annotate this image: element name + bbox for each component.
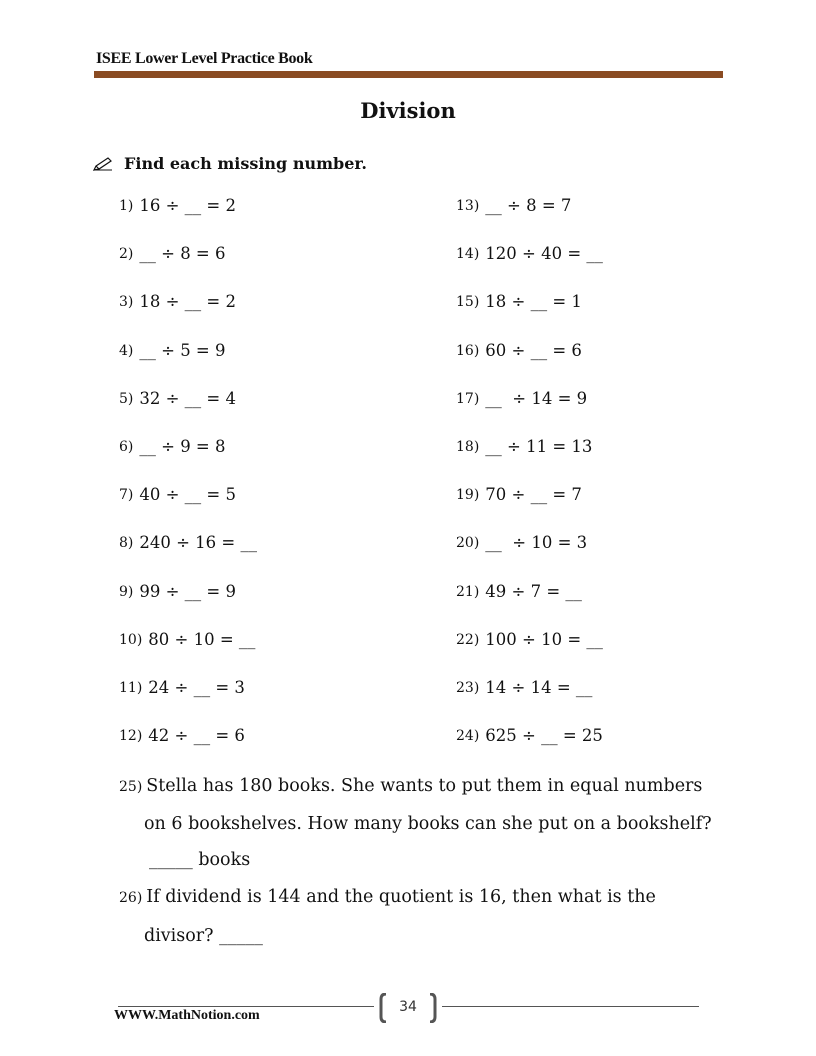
problem-expression: 42 ÷ __ = 6 — [148, 726, 245, 746]
problem-number: 18) — [456, 438, 480, 455]
problem-number: 26) — [119, 890, 143, 906]
problem-8 — [119, 533, 257, 581]
problem-23 — [456, 678, 603, 726]
problem-expression: 99 ÷ __ = 9 — [139, 581, 236, 601]
instruction — [92, 154, 367, 173]
problem-13 — [456, 196, 603, 244]
problem-expression: __ ÷ 8 = 7 — [485, 196, 572, 215]
problem-expression: 120 ÷ 40 = __ — [485, 244, 603, 264]
problem-expression: 70 ÷ __ = 7 — [485, 485, 582, 505]
problem-expression: __ ÷ 14 = 9 — [485, 388, 588, 408]
problem-11 — [119, 678, 257, 726]
problem-expression: __ ÷ 11 = 13 — [485, 436, 593, 456]
page-title: Division — [360, 98, 456, 123]
problem-number: 14) — [456, 246, 480, 263]
problem-number: 4) — [119, 342, 134, 359]
word-problem-26-line-2: divisor? _____ — [144, 926, 263, 946]
problem-19 — [456, 485, 603, 533]
instruction-text: Find each missing number. — [124, 154, 367, 173]
problem-expression: 40 ÷ __ = 5 — [139, 485, 236, 505]
word-problem-text: If dividend is 144 and the quotient is 16, then what is the — [146, 887, 656, 907]
problem-17 — [456, 389, 603, 437]
problem-number: 9) — [119, 583, 134, 600]
footer-url[interactable]: WWW.MathNotion.com — [114, 1008, 260, 1023]
problem-5 — [119, 389, 257, 437]
problem-number: 8) — [119, 535, 134, 552]
header-rule — [94, 71, 723, 78]
problem-21 — [456, 582, 603, 630]
problem-expression: 100 ÷ 10 = __ — [485, 629, 603, 649]
problem-expression: 32 ÷ __ = 4 — [139, 388, 236, 408]
problem-number: 15) — [456, 294, 480, 311]
problem-number: 17) — [456, 390, 480, 407]
page-number — [378, 993, 438, 1023]
problem-number: 19) — [456, 487, 480, 504]
problem-number: 24) — [456, 728, 480, 745]
problem-number: 16) — [456, 342, 480, 359]
problem-7 — [119, 485, 257, 533]
footer-rule-right — [442, 1006, 699, 1007]
problem-2 — [119, 244, 257, 292]
problem-number: 6) — [119, 438, 134, 455]
problem-expression: __ ÷ 10 = 3 — [485, 533, 588, 553]
problem-number: 1) — [119, 198, 134, 214]
problem-expression: __ ÷ 9 = 8 — [139, 436, 226, 456]
word-problem-25-answer: _____ books — [149, 850, 251, 870]
problem-number: 13) — [456, 198, 480, 214]
problem-9 — [119, 582, 257, 630]
problem-expression: 625 ÷ __ = 25 — [485, 726, 603, 746]
problem-number: 21) — [456, 583, 480, 600]
problem-number: 11) — [119, 679, 143, 696]
problem-expression: 18 ÷ __ = 1 — [485, 292, 582, 312]
problem-expression: 49 ÷ 7 = __ — [485, 581, 582, 601]
word-problem-25-line-2: on 6 bookshelves. How many books can she put on a bookshelf? — [144, 814, 712, 834]
problem-12 — [119, 726, 257, 774]
problems-right-column — [456, 196, 603, 774]
problem-15 — [456, 292, 603, 340]
problem-expression: __ ÷ 8 = 6 — [139, 244, 226, 264]
pencil-icon — [92, 156, 114, 172]
book-title: ISEE Lower Level Practice Book — [96, 50, 313, 67]
problems-left-column — [119, 196, 257, 774]
page-number-text: 34 — [399, 999, 417, 1015]
problem-24 — [456, 726, 603, 774]
problem-expression: 18 ÷ __ = 2 — [139, 292, 236, 312]
problem-expression: 80 ÷ 10 = __ — [148, 629, 256, 649]
problem-number: 7) — [119, 487, 134, 504]
problem-number: 22) — [456, 631, 480, 648]
problem-expression: 14 ÷ 14 = __ — [485, 677, 593, 697]
word-problem-text: Stella has 180 books. She wants to put them in equal numbers — [146, 776, 703, 796]
problem-number: 23) — [456, 679, 480, 696]
problem-10 — [119, 630, 257, 678]
problem-16 — [456, 341, 603, 389]
problem-expression: 16 ÷ __ = 2 — [139, 196, 236, 215]
problem-18 — [456, 437, 603, 485]
word-problem-25-line-1 — [119, 776, 702, 796]
problem-number: 12) — [119, 728, 143, 745]
problem-14 — [456, 244, 603, 292]
problem-expression: 60 ÷ __ = 6 — [485, 340, 582, 360]
problem-expression: 24 ÷ __ = 3 — [148, 677, 245, 697]
problem-number: 5) — [119, 390, 134, 407]
footer-rule-left — [118, 1006, 374, 1007]
problem-expression: 240 ÷ 16 = __ — [139, 533, 257, 553]
problem-number: 2) — [119, 246, 134, 263]
problem-20 — [456, 533, 603, 581]
problem-number: 20) — [456, 535, 480, 552]
problem-4 — [119, 341, 257, 389]
problem-22 — [456, 630, 603, 678]
problem-number: 3) — [119, 294, 134, 311]
problem-6 — [119, 437, 257, 485]
word-problem-26-line-1 — [119, 887, 656, 907]
problem-number: 25) — [119, 779, 143, 795]
problem-expression: __ ÷ 5 = 9 — [139, 340, 226, 360]
problem-1 — [119, 196, 257, 244]
problem-number: 10) — [119, 631, 143, 648]
problem-3 — [119, 292, 257, 340]
